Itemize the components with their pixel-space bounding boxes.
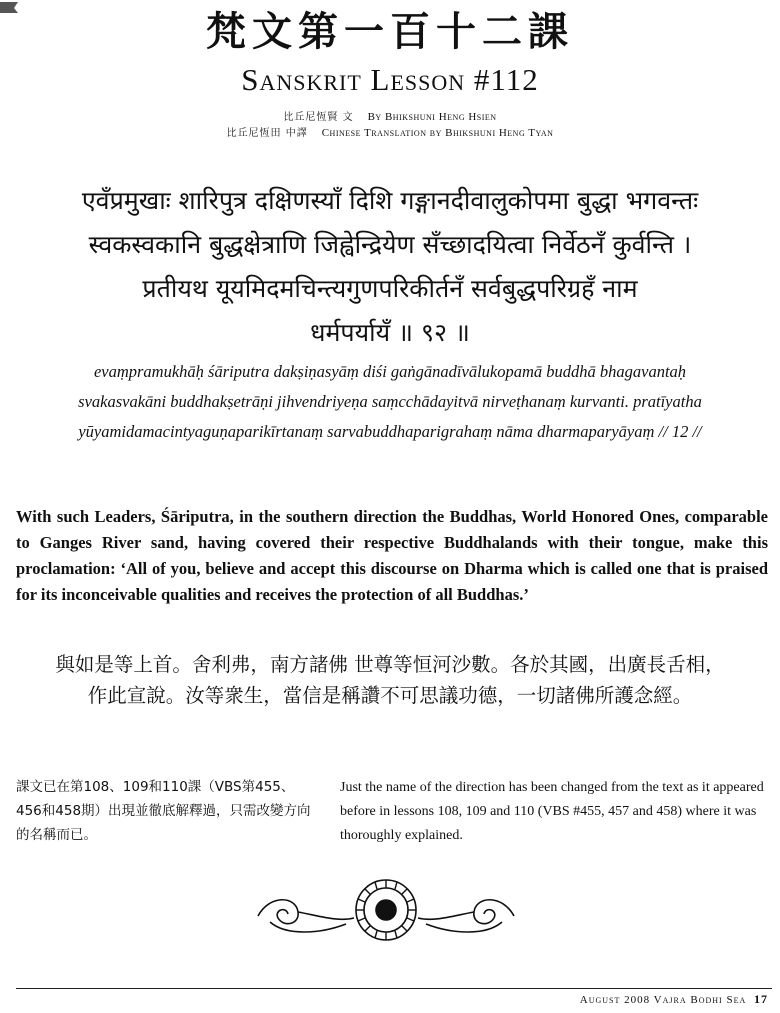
note-chinese: 課文已在第108、109和110課（VBS第455、456和458期）出現並徹底解釋過，只需改變方向的名稱而已。 [16, 779, 311, 843]
chinese-translation-line: 作此宣說。汝等衆生，當信是稱讚不可思議功德，一切諸佛所護念經。 [87, 684, 693, 707]
publication-name: August 2008 Vajra Bodhi Sea [579, 994, 747, 1006]
author-credit [0, 110, 780, 125]
footer-rule [16, 988, 772, 989]
sanskrit-line: एवँप्रमुखाः शारिपुत्र दक्षिणस्याँ दिशि गङ्गानदीवालुकोपमा बुद्धा भगवन्तः [81, 186, 699, 215]
lotus-ornament-icon [250, 872, 522, 946]
sanskrit-line: धर्मपर्यायँ ॥ ९२ ॥ [310, 318, 470, 347]
english-translation: With such Leaders, Śāriputra, in the southern direction the Buddhas, World Honored Ones, comparable to Ganges River sand, having covered their respective Buddhalands with their tongue, make this proclamation: ‘All of you, believe and accept this discourse on Dharma which is called one that is praised for its inconceivable qualities and receives the protection of all Buddhas.’ [16, 507, 768, 604]
transliteration-line: evaṃpramukhāḥ śāriputra dakṣiṇasyāṃ diśi gaṅgānadīvālukopamā buddhā bhagavantaḥ [93, 362, 687, 381]
translator-credit [0, 126, 780, 141]
chinese-title: 梵文第一百十二課 [206, 9, 574, 55]
english-title: Sanskrit Lesson #112 [241, 62, 539, 97]
sanskrit-line: स्वकस्वकानि बुद्धक्षेत्राणि जिह्वेन्द्रियेण सँच्छादयित्वा निर्वेठनँ कुर्वन्ति । [88, 230, 692, 259]
sanskrit-line: प्रतीयथ यूयमिदमचिन्त्यगुणपरिकीर्तनँ सर्वबुद्धपरिग्रहँ नाम [142, 274, 638, 303]
page-number: 17 [754, 992, 768, 1006]
transliteration-line: svakasvakāni buddhakṣetrāṇi jihvendriyeṇa saṃcchādayitvā nirveṭhanaṃ kurvanti. pratīyatha [78, 392, 702, 411]
note-english: Just the name of the direction has been changed from the text as it appeared before in lessons 108, 109 and 110 (VBS #455, 457 and 458) where it was thoroughly explained. [340, 780, 764, 843]
author-credit-zh: 比丘尼恆賢 文 [283, 112, 354, 123]
author-credit-en: By Bhikshuni Heng Hsien [367, 111, 497, 123]
chinese-translation-line: 與如是等上首。舍利弗，南方諸佛 世尊等恒河沙數。各於其國，出廣長舌相， [55, 653, 725, 676]
transliteration-line: yūyamidamacintyaguṇaparikīrtanaṃ sarvabuddhaparigrahaṃ nāma dharmaparyāyaṃ // 12 // [78, 422, 702, 441]
page-footer [580, 991, 768, 1008]
translator-credit-en: Chinese Translation by Bhikshuni Heng Tyan [321, 127, 554, 139]
translator-credit-zh: 比丘尼恆田 中譯 [226, 128, 308, 139]
